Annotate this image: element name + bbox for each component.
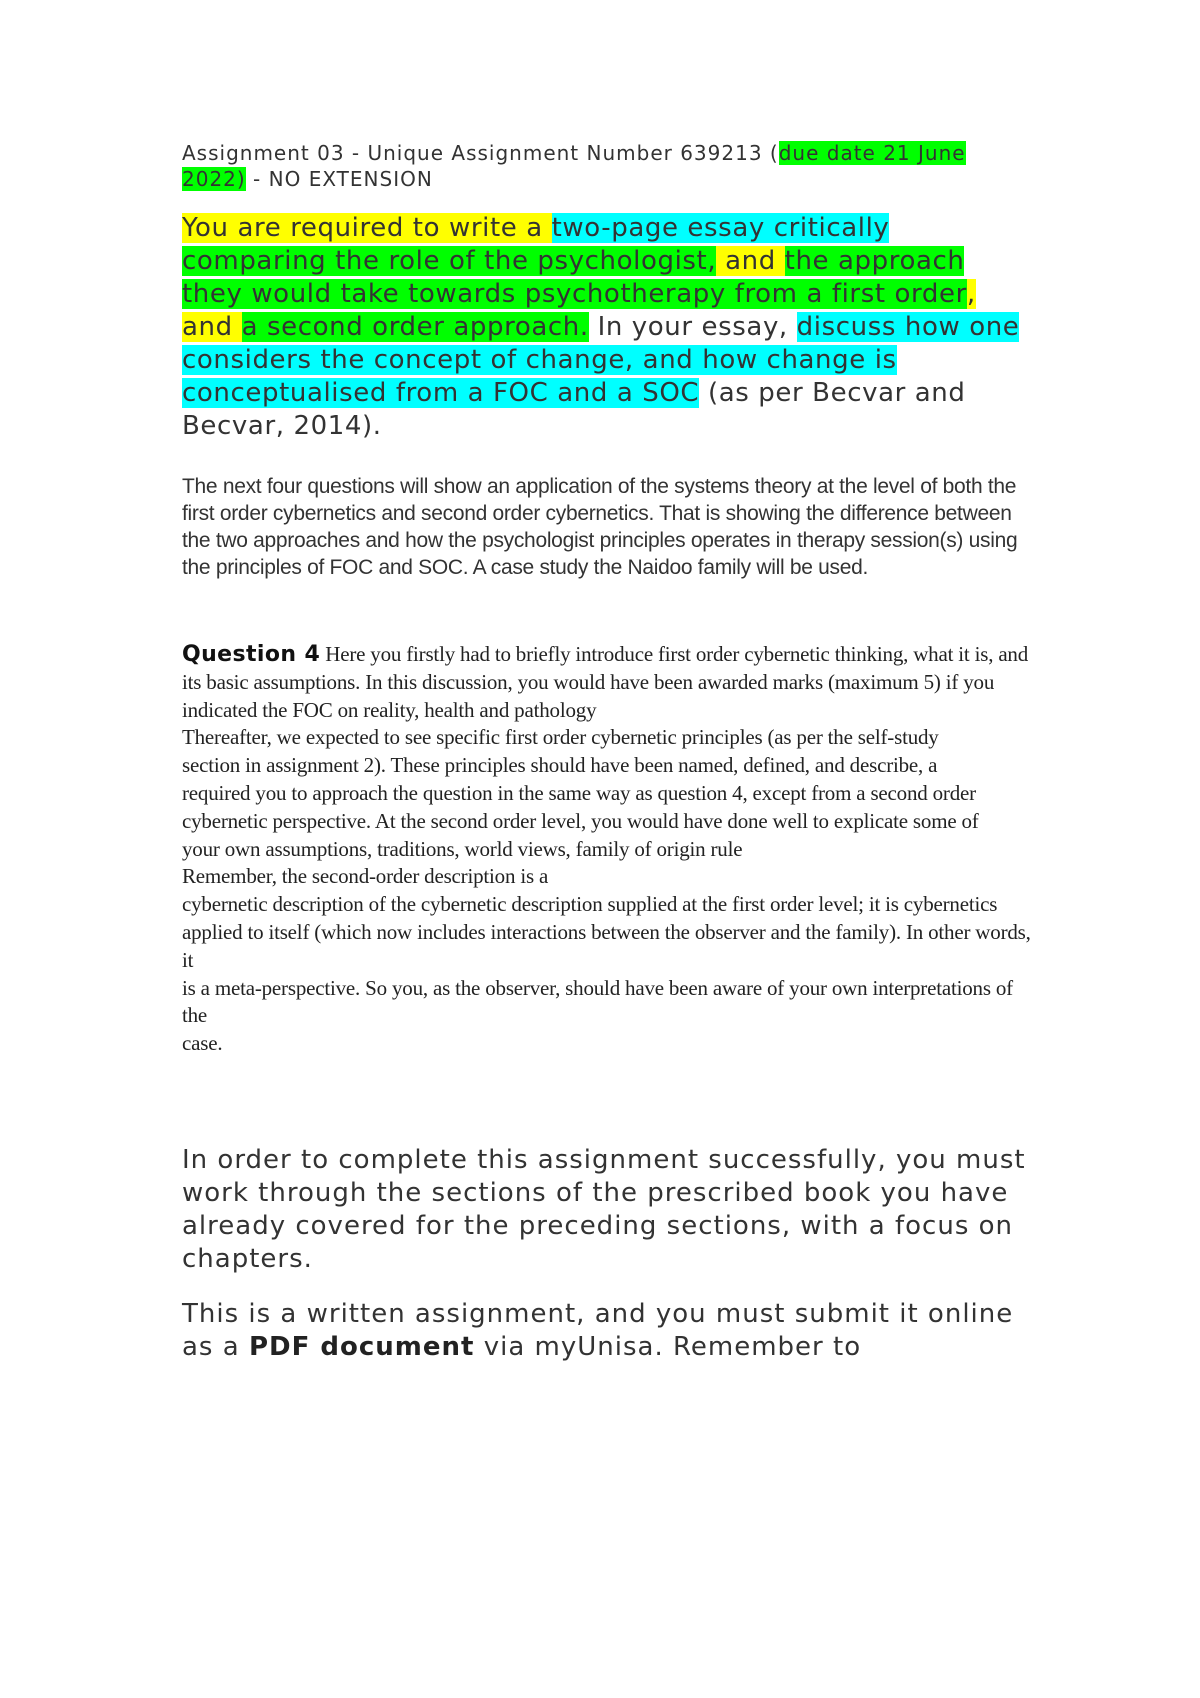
task-seg-1: You are required to write a xyxy=(182,213,552,243)
question-line-5: your own assumptions, traditions, world views, family of origin rule xyxy=(182,836,743,861)
question-line-10: case. xyxy=(182,1031,223,1056)
task-seg-10: discuss how one considers the concept of change, and how change is conceptualised from a FOC and a SOC xyxy=(182,312,1020,408)
task-seg-8: a second order approach. xyxy=(241,312,589,342)
task-seg-5: and xyxy=(716,246,785,276)
question-line-3: section in assignment 2). These principles should have been named, defined, and describe, a xyxy=(182,753,938,778)
pdf-document-emphasis: PDF document xyxy=(248,1331,475,1362)
question-4-section xyxy=(182,641,1032,1058)
essay-task-instructions xyxy=(182,212,1032,443)
question-label: Question 4 xyxy=(182,642,321,667)
question-line-8: applied to itself (which now includes interactions between the observer and the family). In other words, it xyxy=(182,919,1031,972)
task-seg-2: two-page essay critically xyxy=(551,213,890,243)
task-seg-7: , and xyxy=(182,279,976,342)
task-seg-11: (as per Becvar and Becvar, 2014). xyxy=(182,378,966,441)
document-content xyxy=(182,140,1032,1364)
question-line-7: cybernetic description of the cybernetic description supplied at the first order level; it is cybernetics xyxy=(182,892,998,917)
question-line-6: Remember, the second-order description is a xyxy=(182,864,549,889)
submission-instructions xyxy=(182,1298,1032,1364)
assignment-heading xyxy=(182,140,1032,192)
question-line-9: is a meta-perspective. So you, as the observer, should have been aware of your own interpretations of the xyxy=(182,975,1013,1028)
question-line-2: Thereafter, we expected to see specific first order cybernetic principles (as per the self-study xyxy=(182,725,939,750)
due-date-highlight: due date 21 June 2022) xyxy=(182,141,966,191)
submission-text-2: via myUnisa. Remember to xyxy=(474,1331,862,1362)
submission-text-1: This is a written assignment, and you must submit it online as a xyxy=(182,1298,1014,1362)
task-seg-9: In your essay, xyxy=(588,312,797,342)
question-line-1 xyxy=(182,641,1032,724)
question-line-4: required you to approach the question in the same way as question 4, except from a second order cybernetic perspective. At the second order level, you would have done well to explicate some of xyxy=(182,780,979,833)
question-line-1-text: Here you firstly had to briefly introduce first order cybernetic thinking, what it is, and its basic assumptions. In this discussion, you would have been awarded marks (maximum 5) if you indicated the FOC on reality, health and pathology xyxy=(182,642,1029,722)
no-extension-text: - NO EXTENSION xyxy=(245,167,433,191)
task-seg-6: the approach they would take towards psychotherapy from a first order xyxy=(182,246,967,309)
completion-instructions: In order to complete this assignment successfully, you must work through the sections of the prescribed book you have already covered for the preceding sections, with a focus on chapters. xyxy=(182,1144,1026,1274)
intro-paragraph: The next four questions will show an application of the systems theory at the level of both the first order cybernetics and second order cybernetics. That is showing the difference between the two approaches and how the psychologist principles operates in therapy session(s) using the principles of FOC and SOC. A case study the Naidoo family will be used. xyxy=(182,475,1018,579)
task-seg-4: comparing the role of the psychologist, xyxy=(182,246,717,276)
heading-text: Assignment 03 - Unique Assignment Number 639213 ( xyxy=(182,141,779,165)
